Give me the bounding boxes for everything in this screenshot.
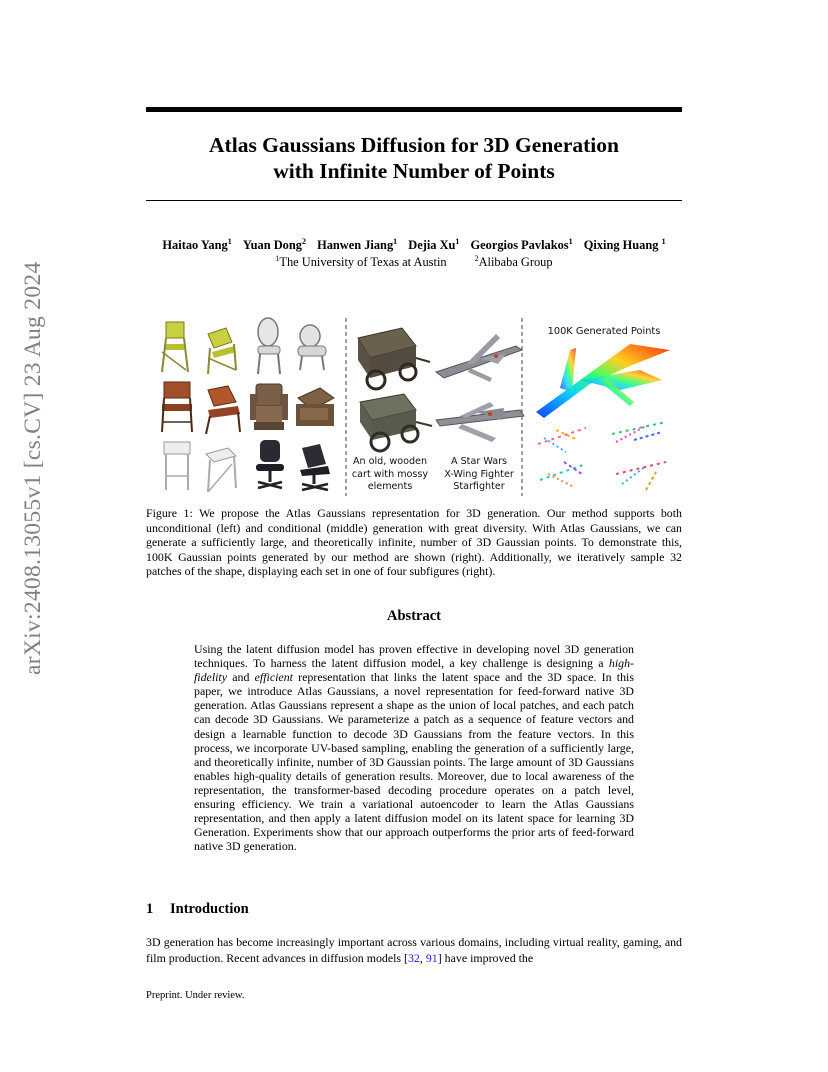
chair-white-ornate-2 [298, 325, 326, 370]
armchair-2 [296, 388, 334, 426]
title-line-1: Atlas Gaussians Diffusion for 3D Generation [209, 133, 619, 157]
xwing-prompt: A Star Wars X-Wing Fighter Starfighter [444, 456, 514, 492]
author: Dejia Xu$^1$ [408, 236, 460, 252]
chair-yellow-2 [208, 328, 236, 374]
cart-prompt: An old, wooden cart with mossy elements [351, 456, 429, 492]
author: Haitao Yang$^1$ [162, 236, 232, 252]
patch-samples [538, 422, 666, 490]
office-chair-2 [300, 444, 330, 490]
author: Hanwen Jiang$^1$ [317, 236, 398, 252]
chair-white-ornate-1 [258, 318, 280, 374]
author: Qixing Huang $^1$ [583, 236, 666, 252]
author-list [120, 238, 708, 253]
top-rule [146, 107, 682, 112]
affiliations [146, 255, 682, 270]
chair-yellow-1 [162, 322, 188, 372]
stool-white-1 [164, 442, 190, 490]
xwing-2 [436, 402, 524, 442]
cart-1 [358, 328, 430, 389]
title-rule [146, 200, 682, 201]
affiliation: $^2$Alibaba Group [474, 253, 553, 269]
abstract-body: Using the latent diffusion model has proven effective in developing novel 3D generation techniques. To harness the latent diffusion model, a key challenge is designing a high-fidelity and efficient representation that links the latent space and the 3D space. In this paper, we introduce Atlas Gaussians, a novel representation for feed-forward native 3D generation. Atlas Gaussians represent a shape as the union of local patches, and each patch can decode 3D Gaussians. We parameterize a patch as a sequence of feature vectors and design a learnable function to decode 3D Gaussians from the feature vectors. In this process, we incorporate UV-based sampling, enabling the generation of a sufficiently large, and theoretically infinite, number of 3D Gaussian points. The large amount of 3D Gaussians enables high-quality details of generation results. Moreover, due to local awareness of the representation, the transformer-based decoding procedure operates on a patch level, ensuring efficiency. We train a variational autoencoder to learn the Atlas Gaussians representation, and then apply a latent diffusion model on its latent space for learning 3D Generation. Experiments show that our approach outperforms the prior arts of feed-forward native 3D generation. [194, 642, 634, 854]
introduction-text: 3D generation has become increasingly important across various domains, including virtual reality, gaming, and film production. Recent advances in diffusion models [32, 91] have improved the [146, 935, 682, 965]
affiliation: $^1$The University of Texas at Austin [275, 253, 447, 269]
points-xwing [536, 344, 670, 418]
citation-link[interactable]: 91 [425, 950, 438, 965]
points-label: 100K Generated Points [547, 326, 661, 337]
chair-leather-2 [206, 386, 240, 434]
abstract-heading: Abstract [387, 608, 441, 624]
citation-link[interactable]: 32 [407, 950, 420, 965]
author: Georgios Pavlakos$^1$ [470, 236, 573, 252]
cart-2 [360, 394, 432, 451]
armchair-1 [250, 384, 288, 430]
title-line-2: with Infinite Number of Points [273, 159, 555, 183]
xwing-1 [436, 334, 522, 382]
paper-title [146, 132, 682, 184]
author: Yuan Dong$^2$ [242, 236, 306, 252]
section-heading-introduction: 1 Introduction [146, 901, 249, 917]
figure-caption: Figure 1: We propose the Atlas Gaussians representation for 3D generation. Our method supports both unconditional (left) and conditional (middle) generation with great diversity. With Atlas Gaussians, we can generate a sufficiently large, and theoretically infinite, number of 3D Gaussian points. To demonstrate this, 100K Gaussian points generated by our method are shown (right). Additionally, we iteratively sample 32 patches of the shape, displaying each set in one of four subfigures (right). [146, 506, 682, 579]
figure-1 [146, 314, 682, 500]
preprint-footer: Preprint. Under review. [146, 990, 245, 1001]
stool-white-2 [206, 448, 236, 492]
chair-leather-1 [162, 382, 192, 432]
office-chair-1 [256, 440, 284, 488]
